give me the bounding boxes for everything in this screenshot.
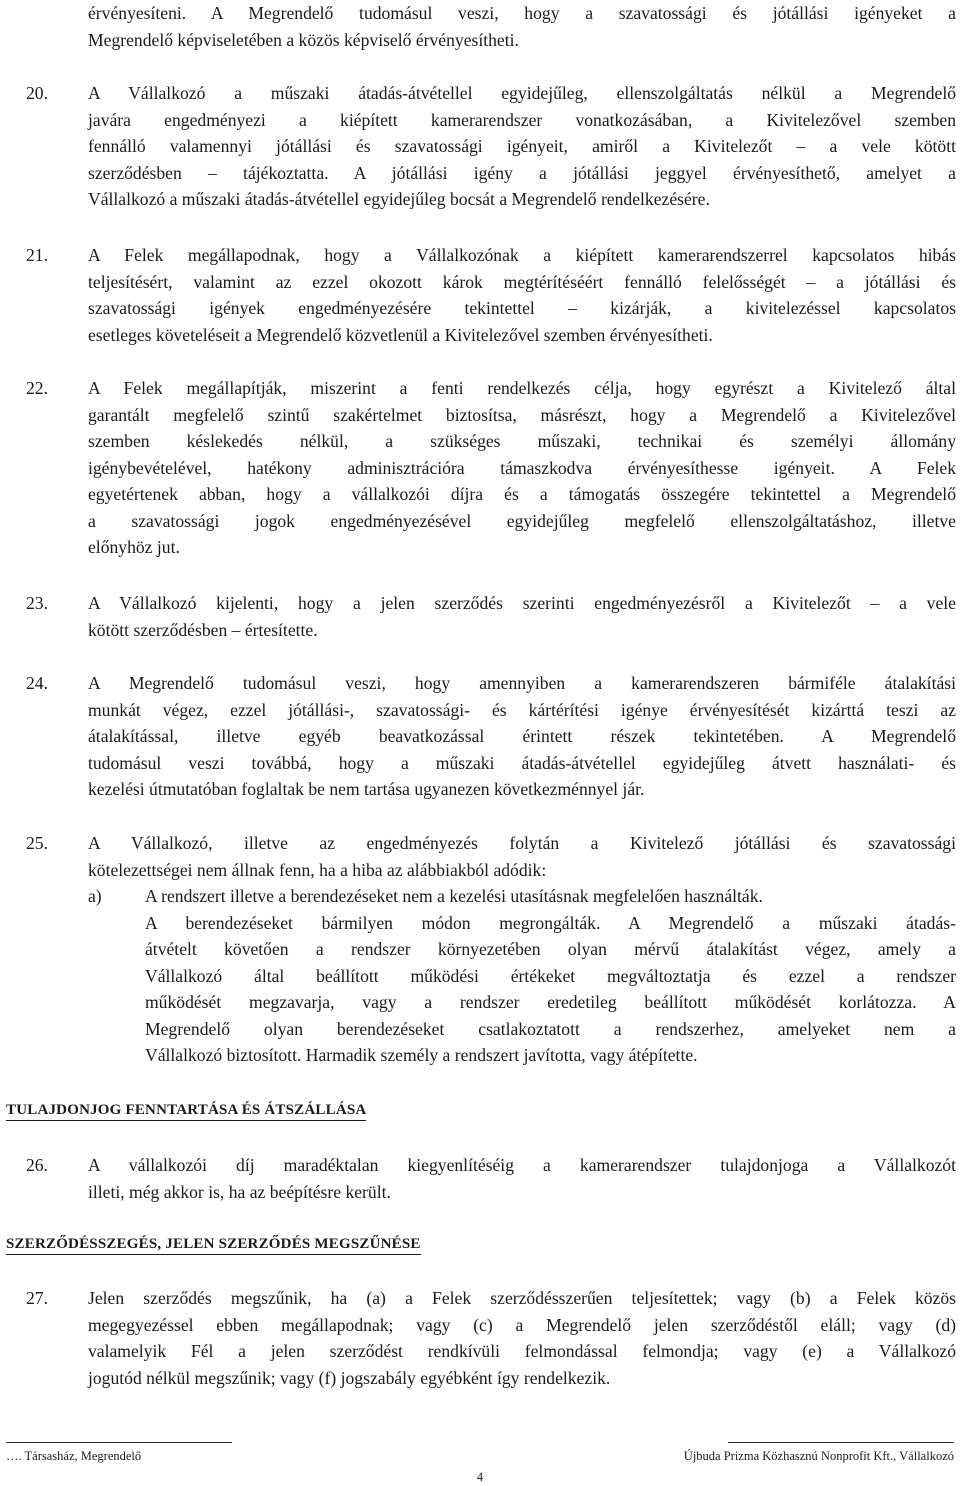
signature-line-right	[728, 1442, 954, 1443]
section-number: 26.	[26, 1155, 48, 1175]
text-line: kezelési útmutatóban foglaltak be nem tartása ugyanezen következménnyel jár.	[88, 779, 645, 799]
section-25-paragraph	[88, 830, 956, 883]
section-24-paragraph	[88, 670, 956, 803]
footer-right-party: Újbuda Prizma Közhasznú Nonprofit Kft., Vállalkozó	[683, 1449, 954, 1463]
section-27-paragraph	[88, 1285, 956, 1391]
page-number: 4	[476, 1470, 484, 1484]
section-23-paragraph	[88, 590, 956, 643]
text-line: A Vállalkozó, illetve az engedményezés folytán a Kivitelező jótállási és szavatossági	[88, 833, 956, 853]
section-number: 23.	[26, 593, 48, 613]
text-line: működését megzavarja, vagy a rendszer eredetileg beállított működését korlátozza. A	[145, 992, 956, 1012]
text-line: A Vállalkozó a műszaki átadás-átvétellel egyidejűleg, ellenszolgáltatás nélkül a Megrendelő	[88, 83, 956, 103]
text-line: átvételt követően a rendszer környezetében olyan mérvű átalakítást végez, amely a	[145, 939, 956, 959]
intro-paragraph	[88, 0, 956, 53]
section-number: 25.	[26, 833, 48, 853]
text-line: érvényesíteni. A Megrendelő tudomásul veszi, hogy a szavatossági és jótállási igényeket a	[88, 3, 956, 23]
signature-line-left	[6, 1442, 232, 1443]
footer-left-party: …. Társasház, Megrendelő	[6, 1449, 142, 1463]
text-line: kötelezettségei nem állnak fenn, ha a hiba az alábbiakból adódik:	[88, 859, 547, 880]
section-number: 27.	[26, 1288, 48, 1308]
text-line: igénybevételével, hatékony adminisztrációra támaszkodva érvényesíthesse igényeit. A Felek	[88, 457, 956, 478]
section-26-paragraph	[88, 1152, 956, 1205]
text-line: szavatossági igények engedményezésére tekintettel – kizárják, a kivitelezéssel kapcsolatos	[88, 298, 956, 318]
text-line: A vállalkozói díj maradéktalan kiegyenlítéséig a kamerarendszer tulajdonjoga a Vállalkozót	[88, 1155, 956, 1175]
text-line: megegyezéssel ebben megállapodnak; vagy (c) a Megrendelő jelen szerződéstől eláll; vagy (d)	[88, 1314, 956, 1335]
text-line: fennálló valamennyi jótállási és szavatossági igényeit, amiről a Kivitelezőt – a vele kötött	[88, 136, 956, 156]
text-line: egyetértenek abban, hogy a vállalkozói díjra és a támogatás összegére tekintettel a Megrendelő	[88, 484, 956, 504]
section-number: 20.	[26, 83, 48, 103]
section-heading: TULAJDONJOG FENNTARTÁSA ÉS ÁTSZÁLLÁSA	[6, 1100, 366, 1121]
text-line: A Felek megállapítják, miszerint a fenti rendelkezés célja, hogy egyrészt a Kivitelező által	[88, 378, 956, 398]
text-line: teljesítésért, valamint az ezzel okozott károk megtérítéséért fennálló felelősségét – a jótállási és	[88, 271, 956, 292]
text-line: illeti, még akkor is, ha az beépítésre került.	[88, 1181, 391, 1202]
text-line: A rendszert illetve a berendezéseket nem a kezelési utasításnak megfelelően használták.	[145, 886, 763, 906]
text-line: tudomásul veszi továbbá, hogy a műszaki átadás-átvétellel egyidejűleg átvett használati- és	[88, 752, 956, 773]
text-line: előnyhöz jut.	[88, 537, 180, 557]
text-line: A Vállalkozó kijelenti, hogy a jelen szerződés szerinti engedményezésről a Kivitelezőt – a vele	[88, 593, 956, 613]
text-line: a szavatossági jogok engedményezésével egyidejűleg megfelelő ellenszolgáltatáshoz, illetve	[88, 510, 956, 531]
section-number: 21.	[26, 245, 48, 265]
section-21-paragraph	[88, 242, 956, 348]
text-line: garantált megfelelő szintű szakértelmet biztosítsa, másrészt, hogy a Megrendelő a Kivitelezővel	[88, 404, 956, 425]
section-heading: SZERZŐDÉSSZEGÉS, JELEN SZERZŐDÉS MEGSZŰNÉSE	[6, 1234, 421, 1255]
text-line: kötött szerződésben – értesítette.	[88, 619, 318, 640]
text-line: Megrendelő olyan berendezéseket csatlakoztatott a rendszerhez, amelyeket nem a	[145, 1018, 956, 1039]
text-line: munkát végez, ezzel jótállási-, szavatossági- és kártérítési igénye érvényesítését kizárttá teszi az	[88, 699, 956, 720]
text-line: A Megrendelő tudomásul veszi, hogy amennyiben a kamerarendszeren bármiféle átalakítási	[88, 673, 956, 693]
text-line: Vállalkozó a műszaki átadás-átvétellel egyidejűleg bocsát a Megrendelő rendelkezésére.	[88, 189, 710, 209]
section-20-paragraph	[88, 80, 956, 213]
text-line: Vállalkozó által beállított működési értékeket megváltoztatja és ezzel a rendszer	[145, 965, 956, 986]
list-label: a)	[88, 886, 102, 906]
text-line: valamelyik Fél a jelen szerződést rendkívüli felmondással felmondja; vagy (e) a Vállalkozó	[88, 1341, 956, 1361]
section-number: 22.	[26, 378, 48, 398]
text-line: esetleges követeléseit a Megrendelő közvetlenül a Kivitelezővel szemben érvényesítheti.	[88, 324, 713, 345]
text-line: Jelen szerződés megszűnik, ha (a) a Felek szerződésszerűen teljesítettek; vagy (b) a Felek közös	[88, 1288, 956, 1308]
text-line: jogutód nélkül megszűnik; vagy (f) jogszabály egyébként így rendelkezik.	[88, 1367, 611, 1388]
text-line: Vállalkozó biztosított. Harmadik személy a rendszert javította, vagy átépítette.	[145, 1045, 698, 1065]
section-25-subitem	[145, 883, 956, 1069]
text-line: javára engedményezi a kiépített kamerarendszer vonatkozásában, a Kivitelezővel szemben	[88, 109, 956, 130]
text-line: Megrendelő képviseletében a közös képviselő érvényesítheti.	[88, 29, 519, 50]
text-line: átalakítással, illetve egyéb beavatkozással érintett részek tekintetében. A Megrendelő	[88, 726, 956, 746]
text-line: szerződésben – tájékoztatta. A jótállási igény a jótállási jeggyel érvényesíthető, amelyet a	[88, 162, 956, 183]
text-line: A berendezéseket bármilyen módon megrongálták. A Megrendelő a műszaki átadás-	[145, 912, 956, 933]
section-number: 24.	[26, 673, 48, 693]
text-line: A Felek megállapodnak, hogy a Vállalkozónak a kiépített kamerarendszerrel kapcsolatos hibás	[88, 245, 956, 265]
text-line: szemben késlekedés nélkül, a szükséges műszaki, technikai és személyi állomány	[88, 431, 956, 451]
section-22-paragraph	[88, 375, 956, 561]
